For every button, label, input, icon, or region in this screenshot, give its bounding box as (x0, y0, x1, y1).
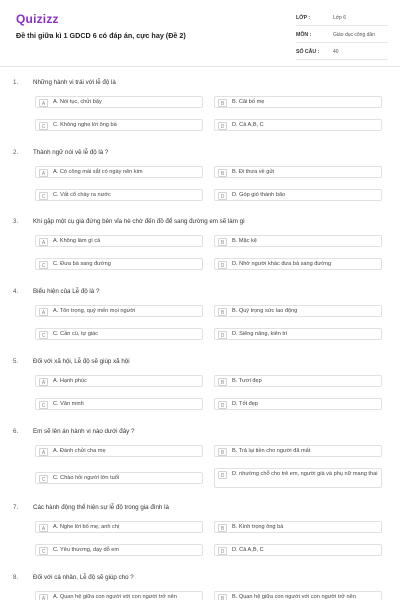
option-b[interactable] (214, 375, 382, 387)
option-letter: C (39, 401, 48, 409)
option-letter: A (39, 378, 48, 386)
option-letter: D (218, 122, 227, 130)
option-letter: A (39, 238, 48, 246)
meta-value: Giáo dục công dân (333, 32, 375, 38)
option-text: D. Nhờ người khác đưa bà sang đường (232, 261, 332, 267)
option-text: B. Quan hệ giữa con người với con người trở nên (232, 594, 356, 600)
option-text: A. Hạnh phúc (53, 378, 87, 384)
option-letter: C (39, 475, 48, 483)
meta-value: 40 (333, 49, 339, 55)
option-text: B. Mặc kệ (232, 238, 257, 244)
option-text: C. Cần cù, tự giác (53, 331, 99, 337)
question-number: 8. (13, 574, 19, 581)
option-text: D. Góp gió thành bão (232, 192, 286, 198)
option-a[interactable] (35, 375, 203, 387)
meta-label: LỚP : (296, 15, 311, 21)
option-a[interactable] (35, 591, 203, 600)
option-a[interactable] (35, 235, 203, 247)
question-number: 3. (13, 218, 19, 225)
option-b[interactable] (214, 96, 382, 108)
meta-row-count (296, 46, 388, 60)
option-letter: D (218, 547, 227, 555)
option-text: A. Đánh chửi cha mẹ (53, 448, 106, 454)
option-d[interactable] (214, 258, 382, 270)
option-a[interactable] (35, 445, 203, 457)
option-d[interactable] (214, 544, 382, 556)
quizizz-logo[interactable]: Quizizz (16, 12, 59, 26)
question-text: Đối với cá nhân, Lễ độ sẽ giúp cho ? (33, 574, 134, 581)
option-c[interactable] (35, 472, 203, 484)
question-text: Thành ngữ nói về lễ độ là ? (33, 149, 109, 156)
question-number: 2. (13, 149, 19, 156)
option-letter: C (39, 331, 48, 339)
option-text: C. Vất cổ chày ra nước (53, 192, 111, 198)
option-c[interactable] (35, 398, 203, 410)
question-text: Các hành động thể hiện sự lễ độ trong gia đình là (33, 504, 169, 511)
option-text: B. Đi thưa về gửi (232, 169, 275, 175)
option-letter: C (39, 261, 48, 269)
option-text: B. Cãi bố mẹ (232, 99, 265, 105)
option-text: B. Tươi đẹp (232, 378, 262, 384)
option-letter: D (218, 192, 227, 200)
worksheet-meta (296, 12, 388, 63)
header-divider (0, 66, 400, 67)
option-letter: B (218, 169, 227, 177)
option-letter: B (218, 99, 227, 107)
meta-label: SỐ CÂU : (296, 49, 320, 55)
option-text: A. Tôn trọng, quý mến mọi người (53, 308, 136, 314)
meta-label: MÔN : (296, 32, 312, 38)
option-letter: A (39, 524, 48, 532)
option-c[interactable] (35, 328, 203, 340)
option-b[interactable] (214, 521, 382, 533)
question-number: 7. (13, 504, 19, 511)
option-text: A. Không làm gì cả (53, 238, 101, 244)
meta-row-class (296, 12, 388, 26)
option-text: B. Quý trọng sức lao động (232, 308, 298, 314)
option-text: A. Quan hệ giữa con người với con người trở nên (53, 594, 177, 600)
option-letter: C (39, 192, 48, 200)
option-letter: A (39, 594, 48, 600)
option-letter: C (39, 547, 48, 555)
option-text: C. Yêu thương, dạy dỗ em (53, 547, 120, 553)
question-text: Những hành vi trái với lễ độ là (33, 79, 116, 86)
option-d[interactable] (214, 119, 382, 131)
option-letter: A (39, 308, 48, 316)
option-letter: D (218, 471, 227, 479)
option-d[interactable] (214, 189, 382, 201)
option-b[interactable] (214, 591, 382, 600)
question-text: Đối với xã hội, Lễ độ sẽ giúp xã hội (33, 358, 130, 365)
question-text: Em sẽ lên án hành vi nào dưới đây ? (33, 428, 135, 435)
option-text: B. Trả lại tiền cho người đã mất (232, 448, 311, 454)
option-letter: A (39, 448, 48, 456)
option-a[interactable] (35, 96, 203, 108)
option-text: C. Văn minh (53, 401, 84, 407)
option-c[interactable] (35, 258, 203, 270)
option-letter: A (39, 169, 48, 177)
option-text: A. Có công mài sắt có ngày nên kim (53, 169, 143, 175)
option-d[interactable] (214, 398, 382, 410)
option-letter: A (39, 99, 48, 107)
option-letter: D (218, 401, 227, 409)
question-number: 4. (13, 288, 19, 295)
question-number: 5. (13, 358, 19, 365)
question-number: 6. (13, 428, 19, 435)
option-text: D. Siêng năng, kiên trì (232, 331, 288, 337)
option-b[interactable] (214, 235, 382, 247)
option-letter: B (218, 308, 227, 316)
option-b[interactable] (214, 166, 382, 178)
meta-row-subject (296, 29, 388, 43)
option-letter: D (218, 261, 227, 269)
option-a[interactable] (35, 305, 203, 317)
option-letter: B (218, 378, 227, 386)
option-b[interactable] (214, 305, 382, 317)
option-letter: B (218, 594, 227, 600)
option-text: B. Kính trọng ông bà (232, 524, 284, 530)
option-d[interactable] (214, 328, 382, 340)
option-letter: C (39, 122, 48, 130)
option-text: D. Cả A,B, C (232, 547, 264, 553)
question-text: Khi gặp một cụ già đứng bên vỉa hè chờ đến đồ để sang đường em sẽ làm gì (33, 218, 245, 225)
meta-value: Lớp 6 (333, 15, 347, 21)
question-number: 1. (13, 79, 19, 86)
option-text: D. Tốt đẹp (232, 401, 259, 407)
option-c[interactable] (35, 119, 203, 131)
option-text: D. nhường chỗ cho trẻ em, người già và phụ nữ mang thai (232, 471, 378, 477)
question-text: Biểu hiện của Lễ độ là ? (33, 288, 100, 295)
option-c[interactable] (35, 189, 203, 201)
option-letter: B (218, 524, 227, 532)
option-a[interactable] (35, 166, 203, 178)
option-b[interactable] (214, 445, 382, 457)
option-text: C. Chào hỏi người lớn tuổi (53, 475, 120, 481)
option-text: A. Nghe lời bố mẹ, anh chị (53, 524, 120, 530)
worksheet-title: Đề thi giữa kì 1 GDCD 6 có đáp án, cực hay (Đề 2) (16, 31, 186, 40)
option-d[interactable] (214, 468, 382, 488)
worksheet-header (0, 0, 400, 64)
option-text: C. Đưa bà sang đường (53, 261, 111, 267)
option-a[interactable] (35, 521, 203, 533)
option-letter: B (218, 448, 227, 456)
option-text: A. Nói tục, chửi bậy (53, 99, 102, 105)
option-text: C. Không nghe lời ông bà (53, 122, 117, 128)
option-letter: B (218, 238, 227, 246)
option-text: D. Cả A,B, C (232, 122, 264, 128)
option-letter: D (218, 331, 227, 339)
option-c[interactable] (35, 544, 203, 556)
